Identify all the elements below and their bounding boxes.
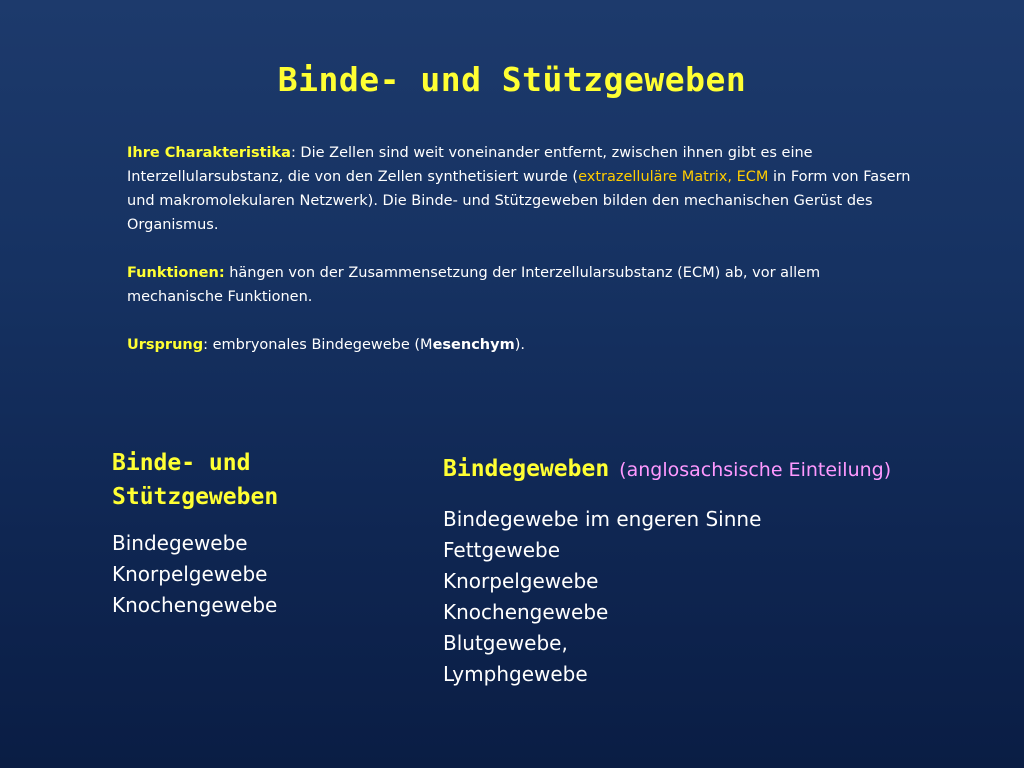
intro-text <box>127 141 917 357</box>
origin-label: Ursprung <box>127 337 204 353</box>
functions-text: hängen von der Zusammensetzung der Interzellularsubstanz (ECM) ab, vor allem mechanische Funktionen. <box>127 265 821 305</box>
left-heading-line-2: Stützgeweben <box>112 484 279 510</box>
list-item: Knorpelgewebe <box>112 562 268 586</box>
ecm-highlight: extrazelluläre Matrix, ECM <box>578 169 769 185</box>
origin-bold: esenchym <box>432 337 515 353</box>
right-heading: Bindegeweben <box>443 456 610 482</box>
right-heading-row <box>443 452 1003 486</box>
characteristics-paragraph <box>127 141 917 237</box>
functions-paragraph <box>127 261 917 309</box>
list-item: Bindegewebe <box>112 531 248 555</box>
origin-text-2: ). <box>514 337 525 353</box>
left-heading <box>112 446 392 514</box>
left-heading-line-1: Binde- und <box>112 450 251 476</box>
origin-paragraph <box>127 333 917 357</box>
characteristics-label: Ihre Charakteristika <box>127 145 291 161</box>
list-item: Knochengewebe <box>112 593 278 617</box>
list-item: Bindegewebe im engeren Sinne <box>443 507 762 531</box>
right-heading-note: (anglosachsische Einteilung) <box>619 459 892 481</box>
list-item: Knochengewebe <box>443 600 609 624</box>
list-item: Knorpelgewebe <box>443 569 599 593</box>
characteristics-text-2: in Form von Fasern und makromolekularen Netzwerk). Die Binde- und Stützgeweben bilden den mechanischen Gerüst des Organismus. <box>127 169 911 233</box>
left-column <box>112 446 392 621</box>
left-list <box>112 528 392 621</box>
list-item: Blutgewebe, <box>443 631 568 655</box>
slide-title: Binde- und Stützgeweben <box>277 60 747 99</box>
list-item: Lymphgewebe <box>443 662 588 686</box>
origin-text-1: : embryonales Bindegewebe (M <box>203 337 433 353</box>
list-item: Fettgewebe <box>443 538 561 562</box>
functions-label: Funktionen: <box>127 265 225 281</box>
characteristics-text-1: : Die Zellen sind weit voneinander entfernt, zwischen ihnen gibt es eine Interzellularsubstanz, die von den Zellen synthetisiert wurde ( <box>127 145 813 185</box>
right-column <box>443 452 1003 690</box>
right-list <box>443 504 1003 690</box>
